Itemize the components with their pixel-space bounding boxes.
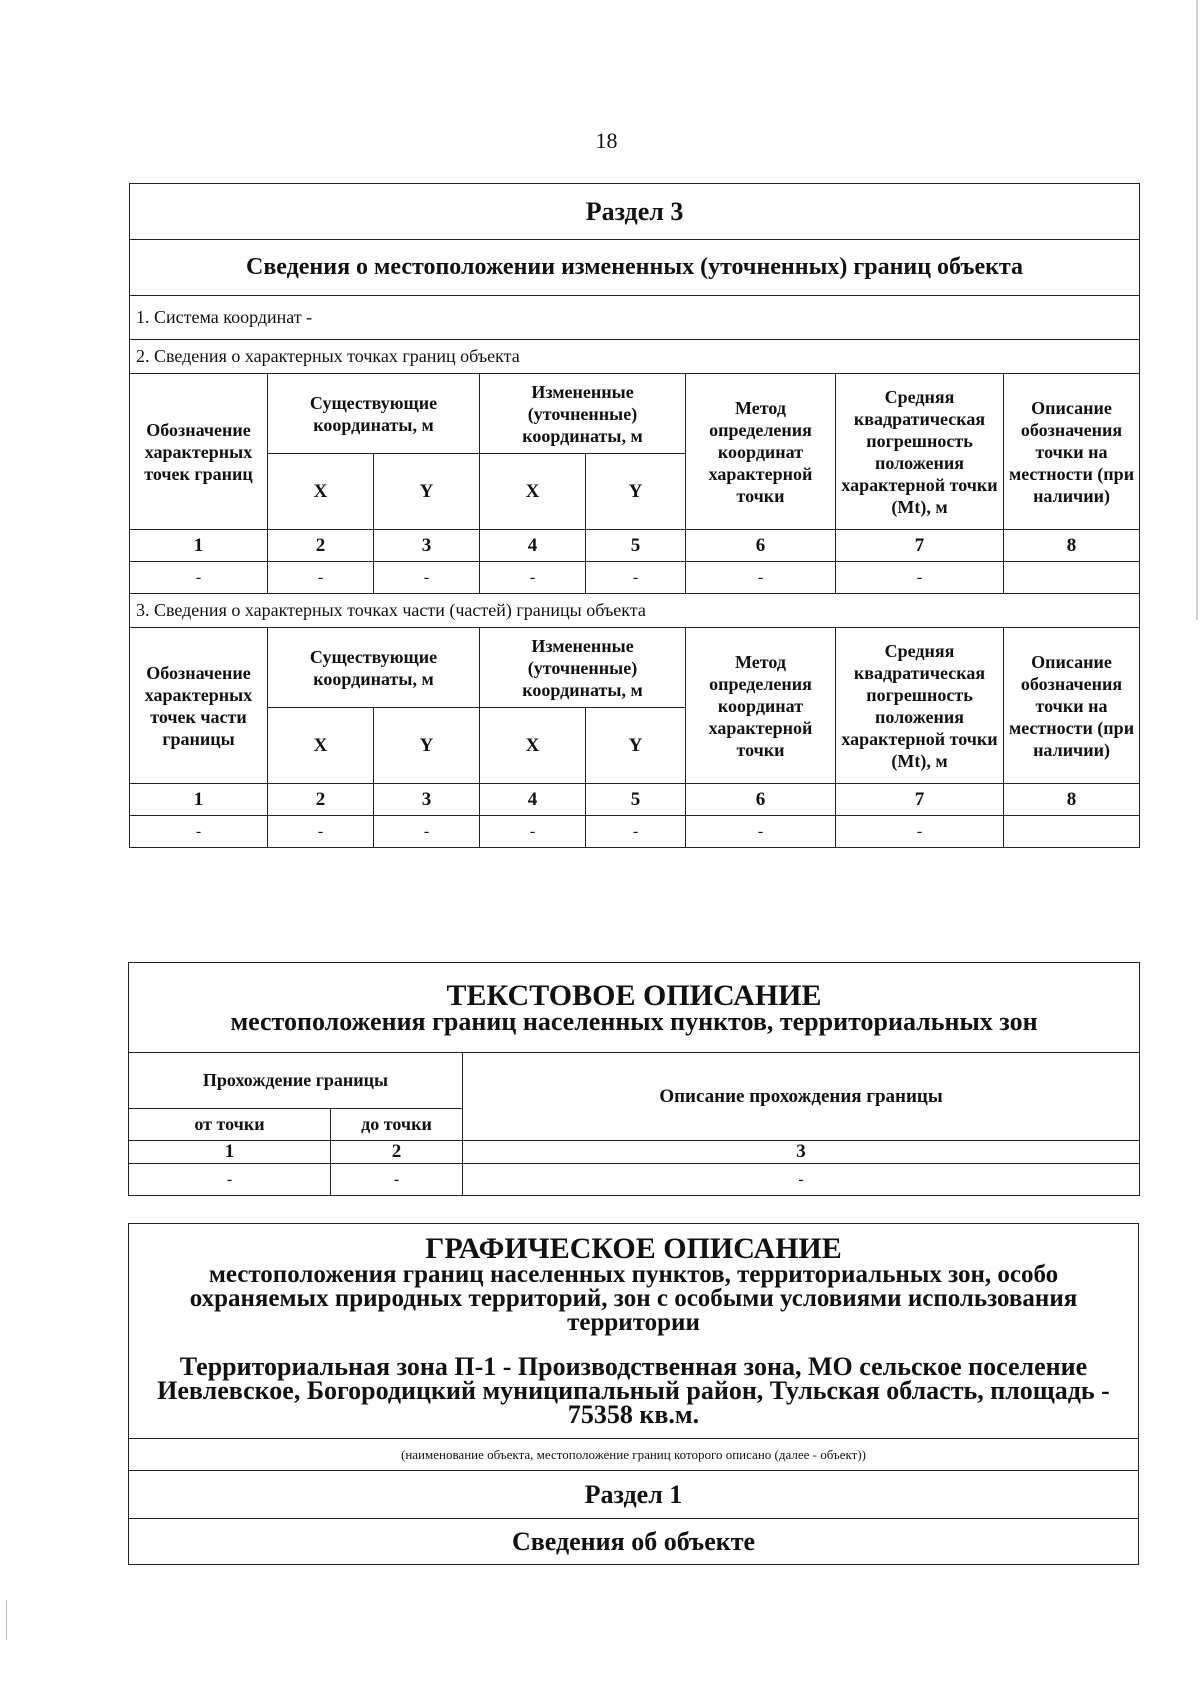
column-number: 1 <box>129 1141 331 1164</box>
column-number: 6 <box>686 530 836 562</box>
table-cell: - <box>268 816 374 848</box>
table-cell: - <box>586 816 686 848</box>
col-passage-description: Описание прохождения границы <box>463 1053 1140 1141</box>
table-row <box>129 1164 1140 1196</box>
section3-table <box>129 183 1140 848</box>
table-cell: - <box>686 562 836 594</box>
column-number-row <box>130 784 1140 816</box>
col-y-changed: Y <box>586 708 686 784</box>
section1-title: Раздел 1 <box>129 1471 1139 1519</box>
table-cell: - <box>374 816 480 848</box>
object-caption: (наименование объекта, местоположение границ которого описано (далее - объект)) <box>129 1439 1139 1471</box>
table-row <box>130 562 1140 594</box>
col-x-changed: X <box>480 708 586 784</box>
table-cell: - <box>463 1164 1140 1196</box>
table-row <box>130 816 1140 848</box>
column-number: 1 <box>130 530 268 562</box>
column-number: 3 <box>374 530 480 562</box>
section1-subtitle: Сведения об объекте <box>129 1519 1139 1565</box>
column-number: 2 <box>268 530 374 562</box>
table-cell: - <box>836 562 1004 594</box>
table-cell: - <box>686 816 836 848</box>
text-description-subtitle: местоположения границ населенных пунктов, территориальных зон <box>230 1006 1038 1036</box>
column-number: 3 <box>374 784 480 816</box>
column-number-row <box>130 530 1140 562</box>
col-x-existing: X <box>268 708 374 784</box>
graphic-description-table <box>128 1223 1139 1565</box>
text-description-header <box>129 963 1140 1053</box>
column-number: 4 <box>480 530 586 562</box>
table-cell: - <box>268 562 374 594</box>
column-number: 3 <box>463 1141 1140 1164</box>
scan-edge-line <box>1196 0 1198 620</box>
coord-system-row: 1. Система координат - <box>130 296 1140 340</box>
col-y-existing: Y <box>374 708 480 784</box>
column-number: 2 <box>331 1141 463 1164</box>
column-number: 5 <box>586 784 686 816</box>
col-y-existing: Y <box>374 454 480 530</box>
text-description-table <box>128 962 1140 1196</box>
graphic-description-subtitle: местоположения границ населенных пунктов, территориальных зон, особо охраняемых природных территорий, зон с особыми условиями использования территории <box>189 1261 1078 1336</box>
column-number-row <box>129 1141 1140 1164</box>
text-description-title: ТЕКСТОВОЕ ОПИСАНИЕ <box>446 978 822 1012</box>
col-existing-coords: Существующие координаты, м <box>268 628 480 708</box>
column-number: 1 <box>130 784 268 816</box>
column-number: 4 <box>480 784 586 816</box>
col-x-existing: X <box>268 454 374 530</box>
col-existing-coords: Существующие координаты, м <box>268 374 480 454</box>
col-changed-coords: Измененные (уточненные) координаты, м <box>480 374 686 454</box>
col-method: Метод определения координат характерной точки <box>686 628 836 784</box>
table-cell: - <box>480 816 586 848</box>
col-x-changed: X <box>480 454 586 530</box>
column-number: 2 <box>268 784 374 816</box>
parts-heading: 3. Сведения о характерных точках части (частей) границы объекта <box>130 594 1140 628</box>
column-number: 7 <box>836 784 1004 816</box>
col-point-description: Описание обозначения точки на местности (при наличии) <box>1004 628 1140 784</box>
col-point-designation: Обозначение характерных точек границ <box>130 374 268 530</box>
table-cell: - <box>480 562 586 594</box>
table-cell: - <box>331 1164 463 1196</box>
table-cell <box>1004 562 1140 594</box>
column-number: 8 <box>1004 530 1140 562</box>
section3-title: Раздел 3 <box>130 184 1140 240</box>
table-cell: - <box>129 1164 331 1196</box>
column-number: 7 <box>836 530 1004 562</box>
table-cell: - <box>130 562 268 594</box>
column-number: 6 <box>686 784 836 816</box>
table-cell <box>1004 816 1140 848</box>
col-mean-error: Средняя квадратическая погрешность положения характерной точки (Mt), м <box>836 628 1004 784</box>
col-from-point: от точки <box>129 1109 331 1141</box>
scan-margin-mark <box>6 1600 15 1640</box>
table-cell: - <box>130 816 268 848</box>
section3-subtitle: Сведения о местоположении измененных (уточненных) границ объекта <box>130 240 1140 296</box>
col-changed-coords: Измененные (уточненные) координаты, м <box>480 628 686 708</box>
col-to-point: до точки <box>331 1109 463 1141</box>
graphic-description-title: ГРАФИЧЕСКОЕ ОПИСАНИЕ <box>425 1232 842 1265</box>
graphic-description-header <box>129 1224 1139 1439</box>
col-part-point-designation: Обозначение характерных точек части границы <box>130 628 268 784</box>
table-cell: - <box>586 562 686 594</box>
page-number: 18 <box>595 128 618 153</box>
col-y-changed: Y <box>586 454 686 530</box>
col-method: Метод определения координат характерной точки <box>686 374 836 530</box>
col-boundary-passage: Прохождение границы <box>129 1053 463 1109</box>
table-cell: - <box>374 562 480 594</box>
col-point-description: Описание обозначения точки на местности (при наличии) <box>1004 374 1140 530</box>
object-name: Территориальная зона П-1 - Производственная зона, МО сельское поселение Иевлевское, Богородицкий муниципальный район, Тульская область, площадь - 75358 кв.м. <box>157 1352 1110 1429</box>
column-number: 5 <box>586 530 686 562</box>
points-heading: 2. Сведения о характерных точках границ объекта <box>130 340 1140 374</box>
col-mean-error: Средняя квадратическая погрешность положения характерной точки (Mt), м <box>836 374 1004 530</box>
table-cell: - <box>836 816 1004 848</box>
column-number: 8 <box>1004 784 1140 816</box>
